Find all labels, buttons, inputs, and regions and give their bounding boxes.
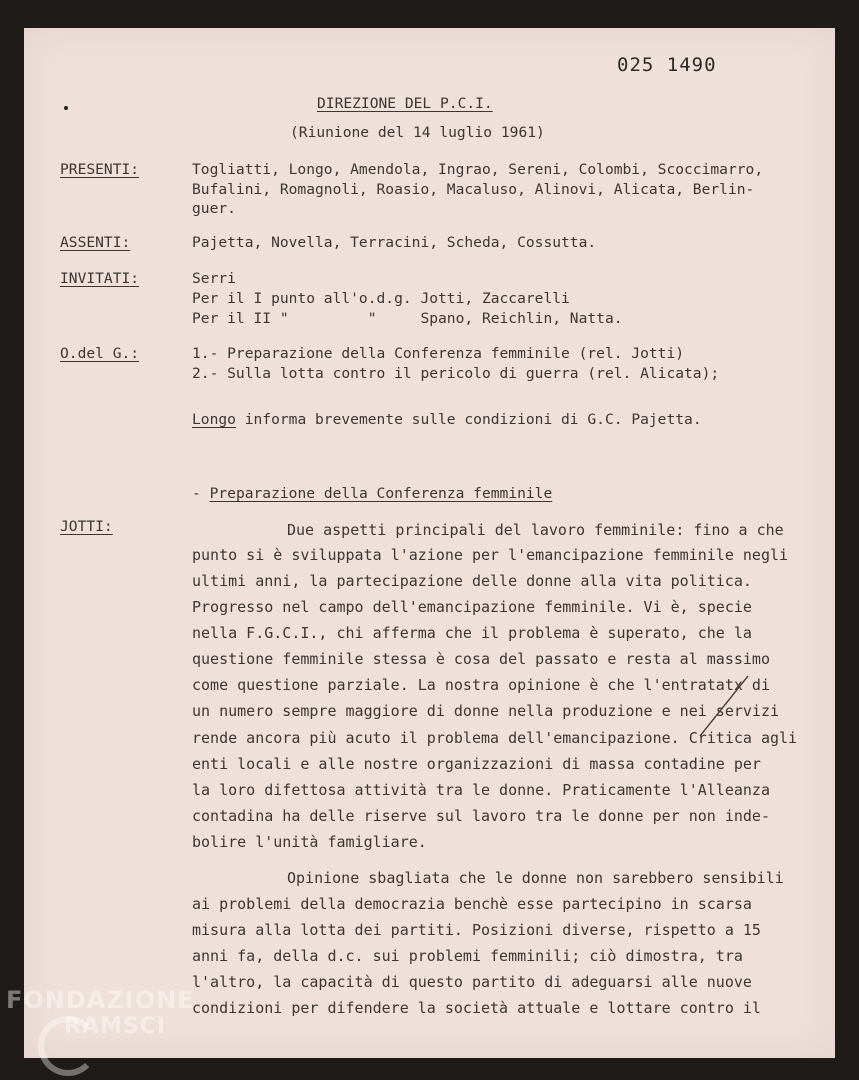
section-dash: - (192, 485, 201, 502)
document-title: DIREZIONE DEL P.C.I. (317, 95, 493, 112)
section-title: Preparazione della Conferenza femminile (209, 485, 553, 502)
meeting-date: (Riunione del 14 luglio 1961) (290, 124, 545, 141)
jotti-label: JOTTI: (60, 518, 113, 535)
body-line: Progresso nel campo dell'emancipazione femminile. Vi è, specie (192, 598, 752, 616)
body-line: contadina ha delle riserve sul lavoro tra le donne per non inde- (192, 807, 770, 825)
body-line: anni fa, della d.c. sui problemi femminili; ciò dimostra, tra (192, 947, 743, 965)
body-line: un numero sempre maggiore di donne nella produzione e nei servizi (192, 702, 779, 720)
body-line: misura alla lotta dei partiti. Posizioni diverse, rispetto a 15 (192, 921, 761, 939)
presenti-line: guer. (192, 200, 236, 217)
document-number: 025 1490 (617, 54, 717, 76)
body-line: l'altro, la capacità di questo partito di adeguarsi alle nuove (192, 973, 752, 991)
body-line: enti locali e alle nostre organizzazioni di massa contadine per (192, 755, 761, 773)
presenti-label: PRESENTI: (60, 161, 140, 178)
invitati-line: Per il II " " Spano, Reichlin, Natta. (192, 310, 623, 327)
assenti-text: Pajetta, Novella, Terracini, Scheda, Cossutta. (192, 234, 597, 251)
watermark-line1: FONDAZIONE (6, 986, 195, 1014)
invitati-line: Serri (192, 270, 236, 287)
assenti-label: ASSENTI: (60, 234, 131, 251)
body-line: nella F.G.C.I., chi afferma che il problema è superato, che la (192, 624, 752, 642)
body-line: Opinione sbagliata che le donne non sarebbero sensibili (287, 869, 784, 887)
invitati-line: Per il I punto all'o.d.g. Jotti, Zaccarelli (192, 290, 570, 307)
odg-label: O.del G.: (60, 345, 140, 362)
body-line: ai problemi della democrazia benchè esse partecipino in scarsa (192, 895, 752, 913)
body-line: questione femminile stessa è cosa del passato e resta al massimo (192, 650, 770, 668)
odg-item: 2.- Sulla lotta contro il pericolo di guerra (rel. Alicata); (192, 365, 720, 382)
watermark-line2: RAMSCI (64, 1014, 167, 1039)
invitati-label: INVITATI: (60, 270, 140, 287)
body-line: ultimi anni, la partecipazione delle donne alla vita politica. (192, 572, 752, 590)
presenti-line: Togliatti, Longo, Amendola, Ingrao, Sereni, Colombi, Scoccimarro, (192, 161, 764, 178)
watermark-logo (6, 988, 195, 1038)
body-line: bolire l'unità famigliare. (192, 833, 427, 851)
longo-text: informa brevemente sulle condizioni di G.C. Pajetta. (235, 411, 702, 428)
body-line: condizioni per difendere la società attuale e lottare contro il (192, 999, 761, 1017)
body-line: punto si è sviluppata l'azione per l'emancipazione femminile negli (192, 546, 789, 564)
odg-item: 1.- Preparazione della Conferenza femminile (rel. Jotti) (192, 345, 685, 362)
body-line: la loro difettosa attività tra le donne. Praticamente l'Alleanza (192, 781, 770, 799)
body-line: rende ancora più acuto il problema dell'emancipazione. Critica agli (192, 729, 798, 747)
body-line: come questione parziale. La nostra opinione è che l'entratatx di (192, 676, 770, 694)
body-line: Due aspetti principali del lavoro femminile: fino a che (287, 521, 784, 539)
longo-name: Longo (192, 411, 236, 428)
presenti-line: Bufalini, Romagnoli, Roasio, Macaluso, Alinovi, Alicata, Berlin- (192, 181, 755, 198)
